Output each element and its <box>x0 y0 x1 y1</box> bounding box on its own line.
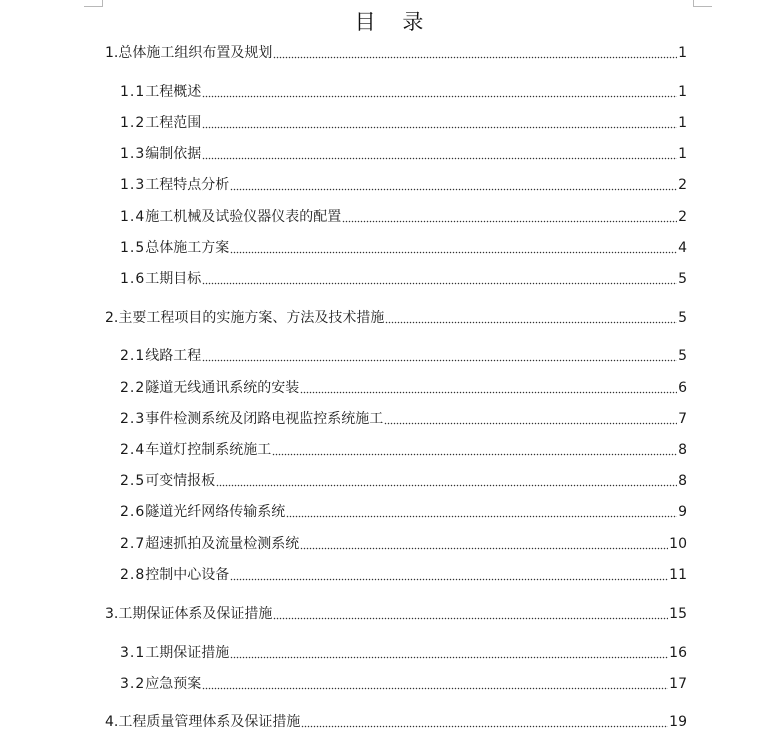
toc-dot-leader <box>230 578 668 581</box>
toc-page-number: 16 <box>669 645 687 661</box>
toc-entry-section[interactable] <box>120 206 687 226</box>
toc-entry-title: 施工机械及试验仪器仪表的配置 <box>145 209 342 225</box>
toc-entry-number: 1.3 <box>120 177 146 193</box>
toc-page-number: 5 <box>678 348 687 364</box>
toc-entry-title: 超速抓拍及流量检测系统 <box>145 536 300 552</box>
toc-dot-leader <box>300 391 677 394</box>
toc-page-number: 15 <box>669 606 687 622</box>
toc-page-number: 5 <box>678 310 687 326</box>
toc-page-number: 2 <box>678 209 687 225</box>
toc-entry-title: 可变情报板 <box>145 473 216 489</box>
toc-entry-title: 工程特点分析 <box>145 177 230 193</box>
toc-entry-section[interactable] <box>120 470 687 490</box>
toc-dot-leader <box>384 422 677 425</box>
toc-entry-title: 工期保证措施 <box>145 645 230 661</box>
toc-dot-leader <box>273 617 668 620</box>
toc-entry-title: 应急预案 <box>145 676 202 692</box>
toc-page-number: 9 <box>678 504 687 520</box>
toc-dot-leader <box>202 95 677 98</box>
toc-entry-title: 事件检测系统及闭路电视监控系统施工 <box>145 411 384 427</box>
toc-dot-leader <box>202 157 677 160</box>
toc-entry-title: 总体施工组织布置及规划 <box>118 45 273 61</box>
toc-dot-leader <box>230 251 677 254</box>
toc-page-number: 11 <box>669 567 687 583</box>
toc-entry-number: 1.2 <box>120 115 146 131</box>
toc-dot-leader <box>273 56 677 59</box>
toc-entry-title: 工期保证体系及保证措施 <box>118 606 273 622</box>
toc-entry-number: 4. <box>105 714 119 730</box>
toc-page-number: 8 <box>678 442 687 458</box>
toc-entry-title: 控制中心设备 <box>145 567 230 583</box>
toc-dot-leader <box>385 321 677 324</box>
toc-entry-title: 工期目标 <box>145 271 202 287</box>
toc-dot-leader <box>300 547 668 550</box>
toc-entry-title: 编制依据 <box>145 146 202 162</box>
toc-dot-leader <box>230 188 677 191</box>
toc-page-number: 1 <box>678 115 687 131</box>
toc-entry-title: 线路工程 <box>145 348 202 364</box>
toc-entry-chapter[interactable] <box>105 307 687 327</box>
toc-entry-title: 工程概述 <box>145 84 202 100</box>
toc-entry-number: 2.4 <box>120 442 146 458</box>
toc-page-number: 19 <box>669 714 687 730</box>
toc-dot-leader <box>216 484 677 487</box>
toc-dot-leader <box>301 725 668 728</box>
toc-title: 目 录 <box>354 10 434 34</box>
toc-entry-chapter[interactable] <box>105 711 687 731</box>
toc-entry-number: 1. <box>105 45 119 61</box>
toc-dot-leader <box>230 656 668 659</box>
toc-page-number: 5 <box>678 271 687 287</box>
toc-entry-title: 隧道无线通讯系统的安装 <box>145 380 300 396</box>
toc-entry-section[interactable] <box>120 237 687 257</box>
toc-entry-title: 工程范围 <box>145 115 202 131</box>
toc-entry-number: 2. <box>105 310 119 326</box>
toc-entry-section[interactable] <box>120 112 687 132</box>
toc-entry-title: 工程质量管理体系及保证措施 <box>118 714 301 730</box>
toc-page-number: 7 <box>678 411 687 427</box>
toc-dot-leader <box>342 220 677 223</box>
toc-entry-number: 1.3 <box>120 146 146 162</box>
toc-entry-number: 2.7 <box>120 536 146 552</box>
toc-entry-number: 2.2 <box>120 380 146 396</box>
toc-entry-title: 总体施工方案 <box>145 240 230 256</box>
toc-dot-leader <box>202 687 668 690</box>
toc-entry-section[interactable] <box>120 377 687 397</box>
toc-dot-leader <box>272 453 677 456</box>
toc-page-number: 10 <box>669 536 687 552</box>
toc-entry-chapter[interactable] <box>105 42 687 62</box>
toc-entry-number: 2.3 <box>120 411 146 427</box>
toc-dot-leader <box>202 359 677 362</box>
toc-entry-section[interactable] <box>120 533 687 553</box>
toc-page-number: 17 <box>669 676 687 692</box>
toc-entry-section[interactable] <box>120 642 687 662</box>
toc-entry-number: 2.5 <box>120 473 146 489</box>
toc-entry-number: 1.4 <box>120 209 146 225</box>
toc-page-number: 6 <box>678 380 687 396</box>
toc-entry-section[interactable] <box>120 439 687 459</box>
toc-page-number: 2 <box>678 177 687 193</box>
toc-entry-number: 3. <box>105 606 119 622</box>
toc-entry-title: 隧道光纤网络传输系统 <box>145 504 286 520</box>
toc-entry-number: 1.1 <box>120 84 146 100</box>
toc-entry-number: 2.6 <box>120 504 146 520</box>
toc-entry-chapter[interactable] <box>105 603 687 623</box>
toc-page-number: 8 <box>678 473 687 489</box>
toc-entry-number: 3.1 <box>120 645 146 661</box>
toc-entry-number: 2.1 <box>120 348 146 364</box>
toc-entry-section[interactable] <box>120 564 687 584</box>
toc-entry-title: 主要工程项目的实施方案、方法及技术措施 <box>118 310 385 326</box>
toc-entry-section[interactable] <box>120 345 687 365</box>
toc-dot-leader <box>202 282 677 285</box>
toc-entry-number: 3.2 <box>120 676 146 692</box>
toc-page-number: 1 <box>678 84 687 100</box>
toc-entry-section[interactable] <box>120 268 687 288</box>
toc-page-number: 4 <box>678 240 687 256</box>
toc-entry-number: 1.5 <box>120 240 146 256</box>
toc-entry-section[interactable] <box>120 143 687 163</box>
toc-dot-leader <box>202 126 677 129</box>
toc-entry-section[interactable] <box>120 501 687 521</box>
toc-entry-section[interactable] <box>120 408 687 428</box>
toc-page-number: 1 <box>678 45 687 61</box>
toc-entry-number: 2.8 <box>120 567 146 583</box>
toc-entry-number: 1.6 <box>120 271 146 287</box>
toc-entry-section[interactable] <box>120 81 687 101</box>
toc-dot-leader <box>286 515 677 518</box>
toc-entry-section[interactable] <box>120 673 687 693</box>
toc-entry-title: 车道灯控制系统施工 <box>145 442 272 458</box>
toc-entry-section[interactable] <box>120 174 687 194</box>
toc-page-number: 1 <box>678 146 687 162</box>
